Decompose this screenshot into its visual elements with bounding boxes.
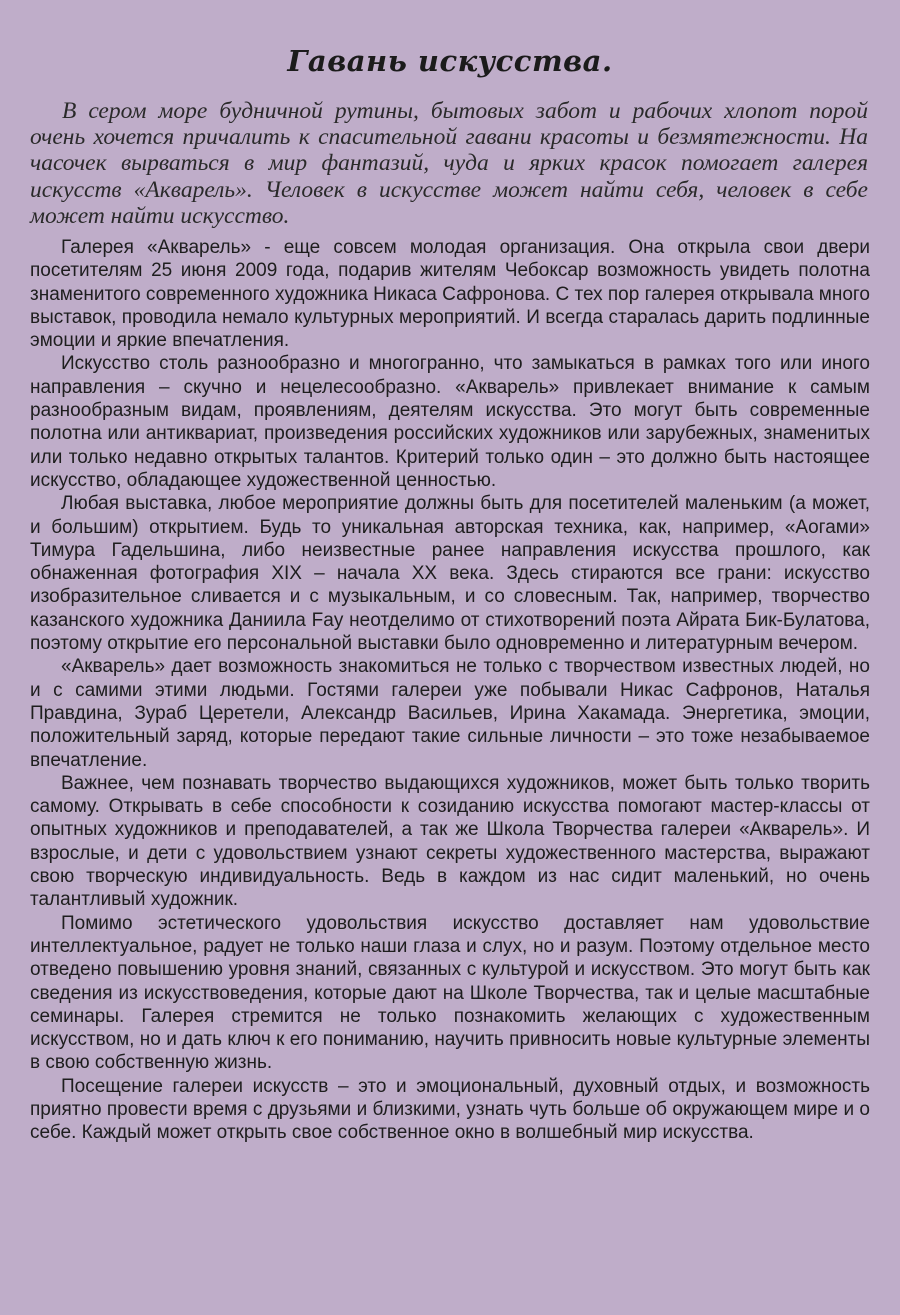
body-paragraph: Любая выставка, любое мероприятие должны быть для посетителей маленьким (а может, и большим) открытием. Будь то уникальная авторская техника, как, например, «Аогами» Тимура Гадельшина, либо неизвестные ранее направления искусства прошлого, как обнаженная фотография XIX – начала XX века. Здесь стираются все грани: искусство изобразительное сливается и с музыкальным, и со словесным. Так, например, творчество казанского художника Даниила Fay неотделимо от стихотворений поэта Айрата Бик-Булатова, поэтому открытие его персональной выставки было одновременно и литературным вечером. bbox=[30, 493, 870, 655]
body-paragraph: Искусство столь разнообразно и многогранно, что замыкаться в рамках того или иного направления – скучно и нецелесообразно. «Акварель» привлекает внимание к самым разнообразным видам, проявлениям, деятелям искусства. Это могут быть современные полотна или антиквариат, произведения российских художников или зарубежных, знаменитых или только недавно открытых талантов. Критерий только один – это должно быть настоящее искусство, обладающее художественной ценностью. bbox=[30, 353, 870, 491]
intro-paragraph: В сером море будничной рутины, бытовых забот и рабочих хлопот порой очень хочется причалить к спасительной гавани красоты и безмятежности. На часочек вырваться в мир фантазий, чуда и ярких красок помогает галерея искусств «Акварель». Человек в искусстве может найти себя, человек в себе может найти искусство. bbox=[30, 98, 868, 229]
body-paragraph: Галерея «Акварель» - еще совсем молодая организация. Она открыла свои двери посетителям 25 июня 2009 года, подарив жителям Чебоксар возможность увидеть полотна знаменитого современного художника Никаса Сафронова. С тех пор галерея открывала много выставок, проводила немало культурных мероприятий. И всегда старалась дарить подлинные эмоции и яркие впечатления. bbox=[30, 237, 870, 352]
article-body bbox=[30, 236, 870, 1145]
page-title: Гавань искусства. bbox=[287, 44, 613, 78]
body-paragraph: Помимо эстетического удовольствия искусство доставляет нам удовольствие интеллектуальное, радует не только наши глаза и слух, но и разум. Поэтому отдельное место отведено повышению уровня знаний, связанных с культурой и искусством. Это могут быть как сведения из искусствоведения, которые дают на Школе Творчества, так и целые масштабные семинары. Галерея стремится не только познакомить желающих с художественным искусством, но и дать ключ к его пониманию, научить привносить новые культурные элементы в свою собственную жизнь. bbox=[30, 912, 870, 1074]
body-paragraph: Посещение галереи искусств – это и эмоциональный, духовный отдых, и возможность приятно провести время с друзьями и близкими, узнать чуть больше об окружающем мире и о себе. Каждый может открыть свое собственное окно в волшебный мир искусства. bbox=[30, 1075, 870, 1144]
body-paragraph: Важнее, чем познавать творчество выдающихся художников, может быть только творить самому. Открывать в себе способности к созиданию искусства помогают мастер-классы от опытных художников и преподавателей, а так же Школа Творчества галереи «Акварель». И взрослые, и дети с удовольствием узнают секреты художественного мастерства, выражают свою творческую индивидуальность. Ведь в каждом из нас сидит маленький, но очень талантливый художник. bbox=[30, 772, 870, 911]
body-paragraph: «Акварель» дает возможность знакомиться не только с творчеством известных людей, но и с самими этими людьми. Гостями галереи уже побывали Никас Сафронов, Наталья Правдина, Зураб Церетели, Александр Васильев, Ирина Хакамада. Энергетика, эмоции, положительный заряд, которые передают такие сильные личности – это тоже незабываемое впечатление. bbox=[30, 656, 870, 771]
